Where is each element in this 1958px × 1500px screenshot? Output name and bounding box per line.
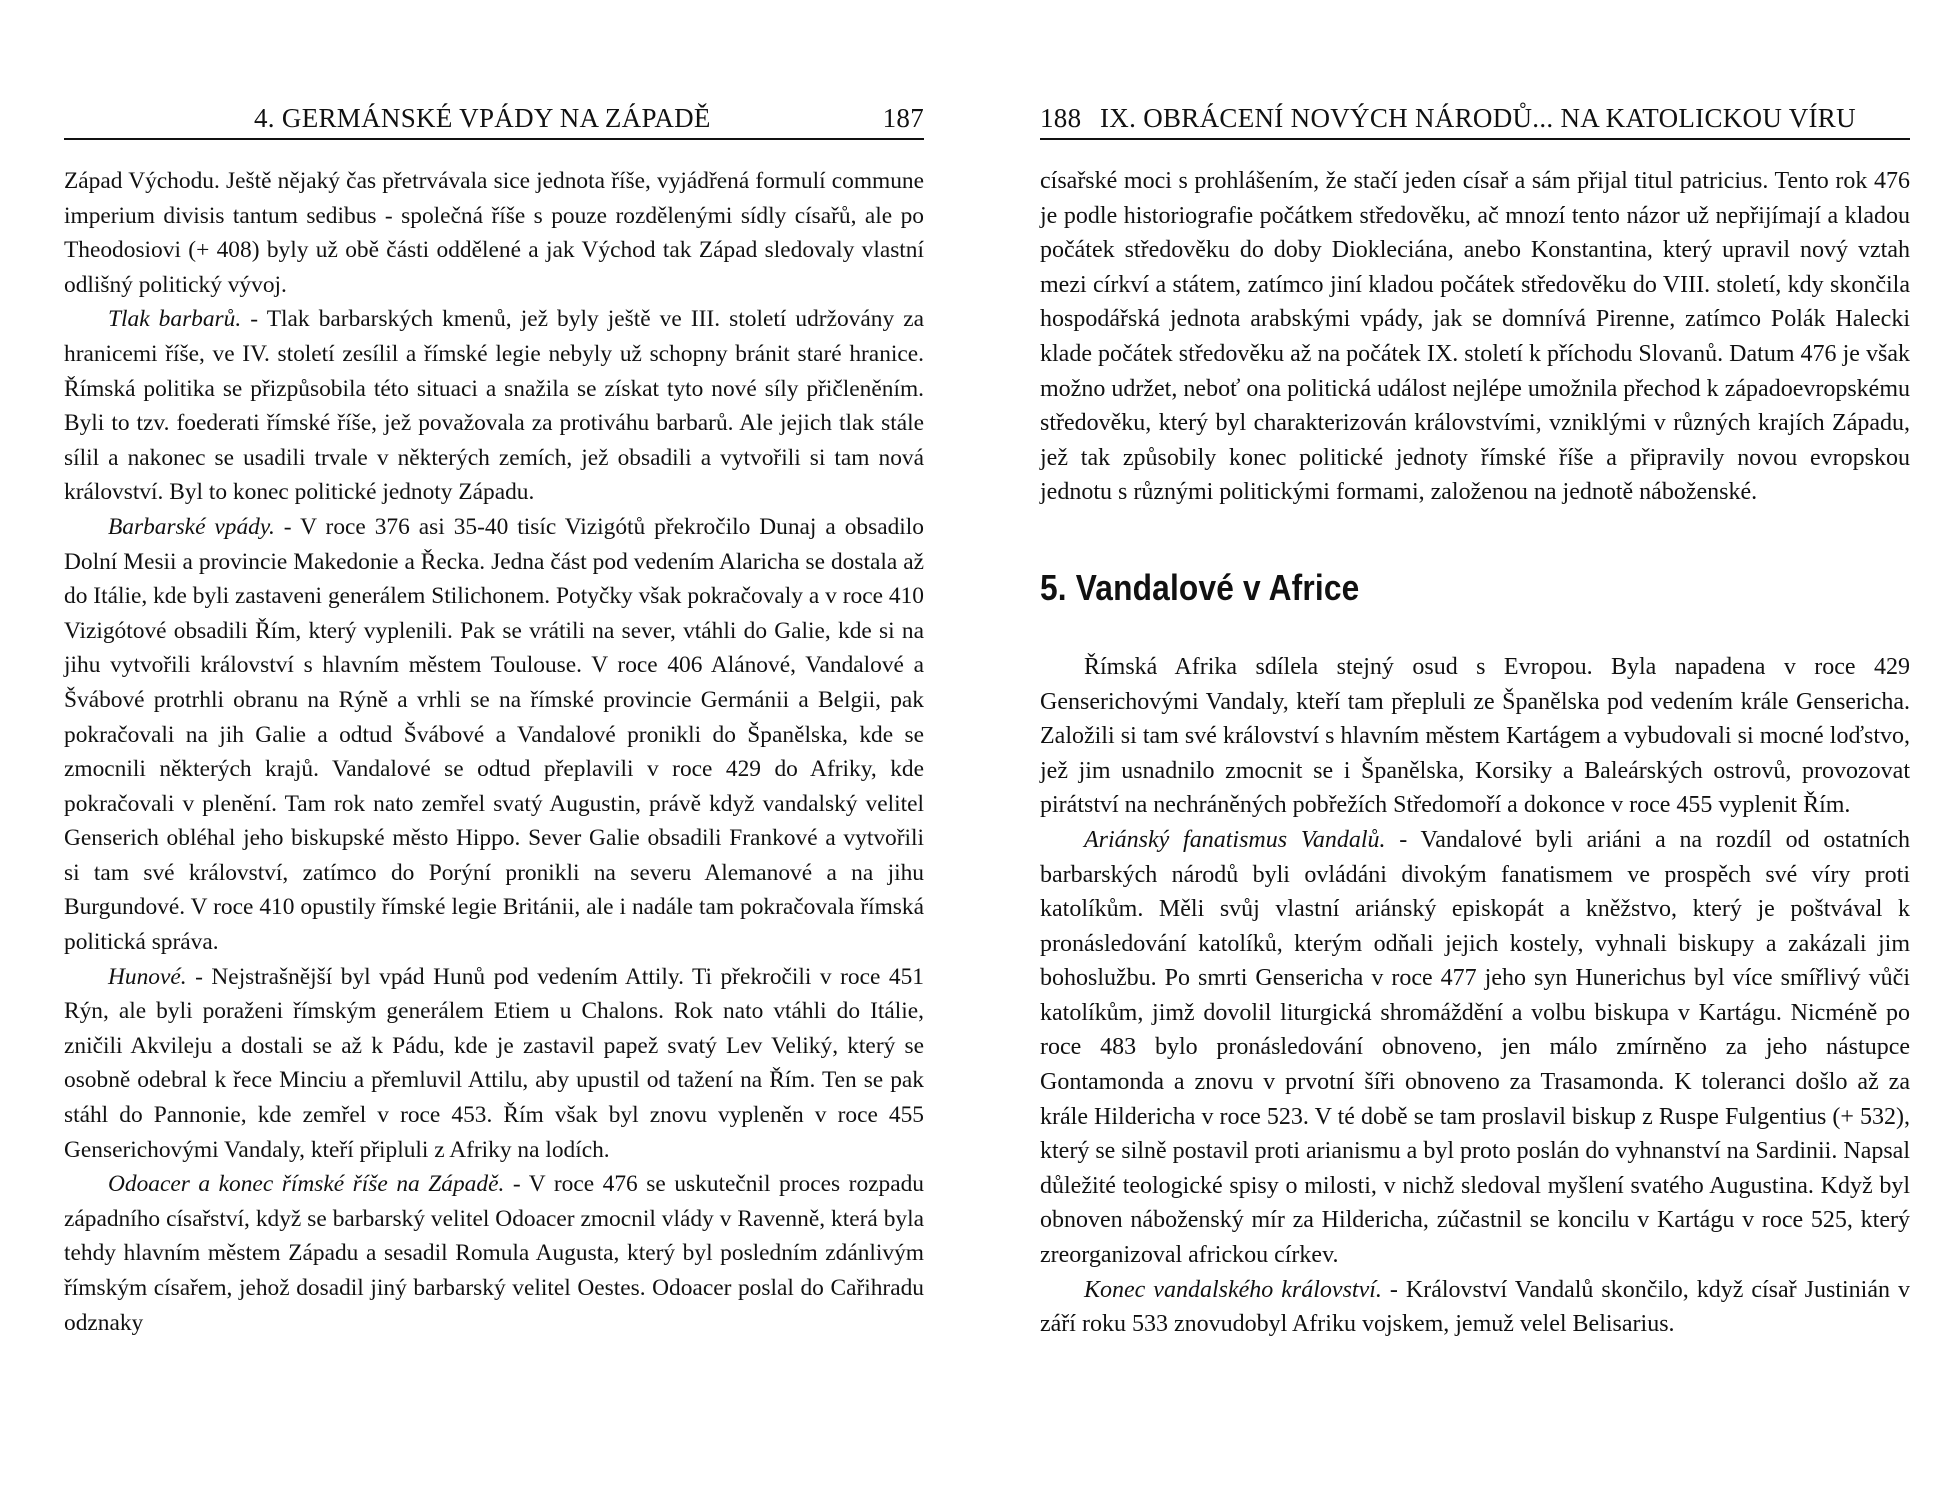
paragraph-lead: Ariánský fanatismus Vandalů. xyxy=(1084,826,1386,853)
left-page-body xyxy=(64,164,924,1340)
paragraph: Konec vandalského království. - Království Vandalů skončilo, když císař Justinián v září roku 533 znovudobyl Afriku vojskem, jemuž velel Belisarius. xyxy=(1040,1276,1910,1338)
paragraph: Západ Východu. Ještě nějaký čas přetrvávala sice jednota říše, vyjádřená formulí commune imperium divisis tantum sedibus - společná říše s pouze rozdělenými sídly císařů, ale po Theodosiovi (+ 408) byly už obě části oddělené a jak Východ tak Západ sledovaly vlastní odlišný politický vývoj. xyxy=(64,168,924,298)
paragraph: Hunové. - Nejstrašnější byl vpád Hunů pod vedením Attily. Ti překročili v roce 451 Rýn, ale byli poraženi římským generálem Etiem u Chalons. Rok nato vtáhli do Itálie, zničili Akvileju a dostali se až k Pádu, kde je zastavil papež svatý Lev Veliký, který se osobně odebral k řece Minciu a přemluvil Attilu, aby upustil od tažení na Řím. Ten se pak stáhl do Pannonie, kde zemřel v roce 453. Řím však byl znovu vypleněn v roce 455 Genserichovými Vandaly, kteří připluli z Afriky na lodích. xyxy=(64,963,924,1163)
right-running-head: IX. OBRÁCENÍ NOVÝCH NÁRODŮ... NA KATOLICKOU VÍRU xyxy=(1100,103,1856,133)
paragraph: císařské moci s prohlášením, že stačí jeden císař a sám přijal titul patricius. Tento rok 476 je podle historiografie počátkem středověku, ač mnozí tento názor už nepřijímají a kladou počátek středověku do doby Diokleciána, anebo Konstantina, který upravil nový vztah mezi církví a státem, zatímco jiní kladou počátek středověku do VIII. století, kdy skončila hospodářská jednota arabskými vpády, jak se domnívá Pirenne, zatímco Polák Halecki klade počátek středověku až na počátek IX. století k příchodu Slovanů. Datum 476 je však možno udržet, neboť ona politická událost nejlépe umožnila přechod k západoevropskému středověku, který byl charakterizován královstvími, vzniklými v různých krajích Západu, jež tak způsobily konec politické jednoty římské říše a připravily novou evropskou jednotu s různými politickými formami, založenou na jednotě náboženské. xyxy=(1040,168,1910,506)
paragraph-lead: Barbarské vpády. xyxy=(108,513,275,540)
left-running-header xyxy=(64,98,924,140)
right-running-header xyxy=(1040,98,1910,140)
right-page xyxy=(1040,0,1910,1500)
right-page-body xyxy=(1040,164,1910,1342)
paragraph: Odoacer a konec římské říše na Západě. - V roce 476 se uskutečnil proces rozpadu západního císařství, když se barbarský velitel Odoacer zmocnil vlády v Ravenně, která byla tehdy hlavním městem Západu a sesadil Romula Augusta, který byl posledním zdánlivým římským císařem, jehož dosadil jiný barbarský velitel Oestes. Odoacer poslal do Cařihradu odznaky xyxy=(64,1171,924,1336)
paragraph-lead: Odoacer a konec římské říše na Západě. xyxy=(108,1171,505,1198)
paragraph: Ariánský fanatismus Vandalů. - Vandalové byli ariáni a na rozdíl od ostatních barbarských národů byli ovládáni divokým fanatismem ve prospěch své víry proti katolíkům. Měli svůj vlastní ariánský episkopát a kněžstvo, který je poštvával k pronásledování katolíků, kterým odňali jejich kostely, vyhnali biskupy a zakázali jim bohoslužbu. Po smrti Genserichа v roce 477 jeho syn Hunerichus byl více smířlivý vůči katolíkům, jimž dovolil liturgická shromáždění a volbu biskupa v Kartágu. Nicméně po roce 483 bylo pronásledování obnoveno, jen málo zmírněno za jeho nástupce Gontamonda a znovu v prvotní šíři obnoveno za Trasamonda. K toleranci došlo až za krále Hildericha v roce 523. V té době se tam proslavil biskup z Ruspe Fulgentius (+ 532), který se silně postavil proti arianismu a byl proto poslán do vyhnanství na Sardinii. Napsal důležité teologické spisy o milosti, v nichž sledoval myšlení svatého Augustina. Když byl obnoven náboženský mír za Hildericha, zúčastnil se koncilu v Kartágu v roce 525, který zreorganizoval africkou církev. xyxy=(1040,826,1910,1269)
left-page xyxy=(64,0,924,1500)
paragraph-lead: Tlak barbarů. xyxy=(108,306,242,333)
paragraph-lead: Konec vandalského království. xyxy=(1084,1276,1382,1303)
paragraph-lead: Hunové. xyxy=(108,963,187,990)
left-page-number: 187 xyxy=(882,103,924,133)
section-heading: 5. Vandalové v Africe xyxy=(1040,566,1360,608)
left-running-head: 4. GERMÁNSKÉ VPÁDY NA ZÁPADĚ xyxy=(254,103,711,133)
paragraph: Římská Afrika sdílela stejný osud s Evropou. Byla napadena v roce 429 Genserichovými Vandaly, kteří tam přepluli ze Španělska pod vedením krále Genserichа. Založili si tam své království s hlavním městem Kartágem a vybudovali si mocné loďstvo, jež jim usnadnilo zmocnit se i Španělska, Korsiky a Baleárských ostrovů, provozovat pirátství na nechráněných pobřežích Středomoří a dokonce v roce 455 vyplenit Řím. xyxy=(1040,653,1910,819)
right-page-number: 188 xyxy=(1040,103,1082,133)
paragraph: Tlak barbarů. - Tlak barbarských kmenů, jež byly ještě ve III. století udržovány za hranicemi říše, ve IV. století zesílil a římské legie nebyly už schopny bránit staré hranice. Římská politika se přizpůsobila této situaci a snažila se získat tyto nové síly přičleněním. Byli to tzv. foederati římské říše, jež považovala za protiváhu barbarů. Ale jejich tlak stále sílil a nakonec se usadili trvale v některých zemích, jež obsadili a vytvořili si tam nová království. Byl to konec politické jednoty Západu. xyxy=(64,306,924,506)
paragraph: Barbarské vpády. - V roce 376 asi 35-40 tisíc Vizigótů překročilo Dunaj a obsadilo Dolní Mesii a provincie Makedonie a Řecka. Jedna část pod vedením Alaricha se dostala až do Itálie, kde byli zastaveni generálem Stilichonem. Potyčky však pokračovaly a v roce 410 Vizigótové obsadili Řím, který vyplenili. Pak se vrátili na sever, vtáhli do Galie, kde si na jihu vytvořili království s hlavním městem Toulouse. V roce 406 Alánové, Vandalové a Švábové protrhli obranu na Rýně a vrhli se na římské provincie Germánii a Belgii, pak pokračovali na jih Galie a odtud Švábové a Vandalové pronikli do Španělska, kde se zmocnili některých krajů. Vandalové se odtud přeplavili v roce 429 do Afriky, kde pokračovali v plenění. Tam rok nato zemřel svatý Augustin, právě když vandalský velitel Genserich obléhal jeho biskupské město Hippo. Sever Galie obsadili Frankové a vytvořili si tam své království, zatímco do Porýní pronikli na severu Alemanové a na jihu Burgundové. V roce 410 opustily římské legie Británii, ale i nadále tam pokračovala římská politická správa. xyxy=(64,513,924,956)
